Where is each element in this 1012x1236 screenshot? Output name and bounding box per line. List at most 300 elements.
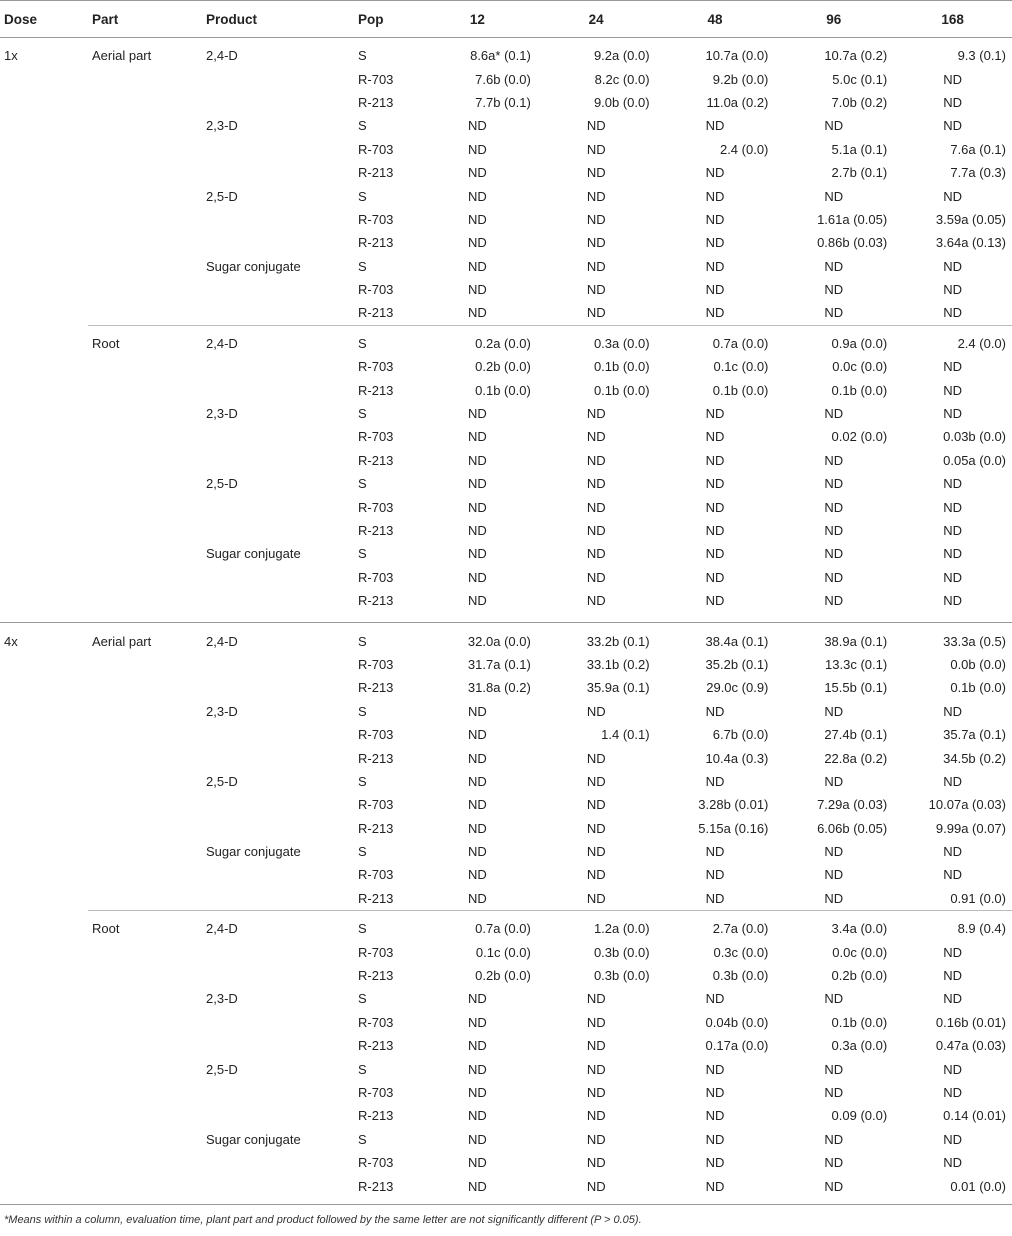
- cell-pop: R-703: [358, 71, 394, 87]
- cell-time-48: 2.7a (0.0): [656, 911, 775, 941]
- cell-dose: 4x: [0, 623, 88, 653]
- cell-product: [202, 519, 354, 542]
- cell-time-24: ND: [586, 703, 606, 719]
- spacer-cell: [354, 612, 418, 623]
- cell-time-48: ND: [705, 1108, 725, 1124]
- cell-product: [202, 355, 354, 378]
- cell-time-96: ND: [824, 1084, 844, 1100]
- cell-time-96: ND: [824, 569, 844, 585]
- cell-product: 2,3-D: [206, 118, 238, 134]
- cell-dose: [0, 1151, 88, 1174]
- cell-time-168: 34.5b (0.2): [943, 750, 1006, 766]
- cell-time-24: ND: [586, 235, 606, 251]
- cell-dose: [0, 519, 88, 542]
- cell-time-48: 0.17a (0.0): [705, 1038, 769, 1054]
- cell-time-24: ND: [586, 118, 606, 134]
- table-row: [0, 1081, 1012, 1104]
- spacer-cell: [537, 612, 656, 623]
- cell-time-96: ND: [824, 546, 844, 562]
- cell-time-12: ND: [468, 406, 487, 422]
- cell-product: [202, 449, 354, 472]
- cell-time-48: 0.7a (0.0): [656, 325, 775, 355]
- cell-time-24: ND: [586, 773, 606, 789]
- table-row: [0, 817, 1012, 840]
- cell-time-96: ND: [824, 1131, 844, 1147]
- cell-time-168: 3.64a (0.13): [935, 235, 1006, 251]
- cell-time-12: 32.0a (0.0): [418, 623, 537, 653]
- cell-part: [88, 840, 202, 863]
- cell-time-24: 0.3b (0.0): [593, 968, 650, 984]
- cell-dose: [0, 770, 88, 793]
- cell-product: [202, 378, 354, 401]
- cell-part: [88, 301, 202, 325]
- cell-time-12: ND: [468, 569, 487, 585]
- cell-time-12: ND: [468, 188, 487, 204]
- cell-time-168: ND: [943, 569, 962, 585]
- cell-product: 2,5-D: [206, 188, 238, 204]
- cell-dose: [0, 355, 88, 378]
- cell-time-24: ND: [586, 452, 606, 468]
- cell-time-24: ND: [586, 1155, 606, 1171]
- cell-part: [88, 589, 202, 612]
- table-row: [0, 589, 1012, 612]
- table-row: [0, 1128, 1012, 1151]
- cell-time-24: ND: [586, 867, 606, 883]
- cell-product: [202, 231, 354, 254]
- cell-time-96: ND: [824, 890, 844, 906]
- cell-pop: S: [354, 325, 418, 355]
- cell-time-24: ND: [586, 546, 606, 562]
- table-row: [0, 472, 1012, 495]
- cell-product: [202, 964, 354, 987]
- cell-time-12: ND: [468, 797, 487, 813]
- cell-time-168: 0.16b (0.01): [935, 1014, 1006, 1030]
- cell-time-168: 3.59a (0.05): [935, 211, 1006, 227]
- header-row: [0, 1, 1012, 38]
- cell-time-48: ND: [705, 499, 725, 515]
- header-cell-time-96: 96: [774, 1, 893, 38]
- header-cell-pop: Pop: [354, 1, 418, 38]
- cell-part: [88, 676, 202, 699]
- cell-time-96: ND: [824, 773, 844, 789]
- cell-time-24: 0.3b (0.0): [593, 944, 650, 960]
- cell-part: [88, 987, 202, 1010]
- cell-time-96: 5.1a (0.1): [831, 141, 888, 157]
- cell-time-96: 0.0c (0.0): [832, 944, 888, 960]
- cell-part: [88, 495, 202, 518]
- cell-pop: S: [358, 188, 367, 204]
- cell-part: [88, 1128, 202, 1151]
- cell-pop: R-703: [358, 1014, 394, 1030]
- cell-product: [202, 425, 354, 448]
- cell-time-96: ND: [824, 188, 844, 204]
- cell-time-168: ND: [943, 359, 962, 375]
- cell-time-168: ND: [943, 593, 962, 609]
- cell-time-96: ND: [824, 844, 844, 860]
- cell-dose: [0, 940, 88, 963]
- cell-dose: [0, 495, 88, 518]
- cell-time-24: ND: [586, 141, 606, 157]
- cell-time-12: ND: [468, 890, 487, 906]
- cell-pop: S: [354, 911, 418, 941]
- cell-product: [202, 301, 354, 325]
- cell-time-96: ND: [774, 1174, 893, 1204]
- cell-part: [88, 770, 202, 793]
- cell-pop: R-703: [358, 359, 394, 375]
- cell-time-24: ND: [586, 523, 606, 538]
- cell-time-168: ND: [943, 944, 962, 960]
- cell-time-12: ND: [468, 593, 487, 609]
- cell-part: [88, 184, 202, 207]
- cell-dose: [0, 402, 88, 425]
- cell-time-48: ND: [705, 476, 725, 492]
- cell-product: [202, 887, 354, 911]
- cell-product: [202, 91, 354, 114]
- cell-pop: R-213: [358, 305, 394, 321]
- cell-time-48: 0.3b (0.0): [712, 968, 769, 984]
- cell-product: [202, 1104, 354, 1127]
- cell-time-24: ND: [586, 890, 606, 906]
- cell-time-168: ND: [943, 1084, 962, 1100]
- cell-pop: S: [358, 844, 367, 860]
- cell-time-12: 0.2b (0.0): [475, 968, 531, 984]
- header-cell-time-48: 48: [656, 1, 775, 38]
- cell-time-12: ND: [468, 118, 487, 134]
- cell-time-48: ND: [705, 118, 725, 134]
- cell-dose: [0, 676, 88, 699]
- cell-product: 2,3-D: [206, 703, 238, 719]
- cell-pop: S: [354, 623, 418, 653]
- cell-time-12: ND: [468, 773, 487, 789]
- cell-time-96: 1.61a (0.05): [817, 211, 888, 227]
- cell-pop: S: [358, 991, 367, 1007]
- cell-pop: R-213: [354, 1174, 418, 1204]
- cell-product: [202, 723, 354, 746]
- cell-time-96: ND: [824, 991, 844, 1007]
- cell-time-48: 3.28b (0.01): [698, 797, 769, 813]
- table-row: [0, 1104, 1012, 1127]
- cell-part: [88, 425, 202, 448]
- cell-time-48: 10.7a (0.0): [656, 38, 775, 68]
- cell-time-96: ND: [824, 282, 844, 298]
- cell-time-96: ND: [824, 452, 844, 468]
- cell-product: [202, 793, 354, 816]
- table-row: [0, 911, 1012, 941]
- spacer-cell: [0, 612, 88, 623]
- cell-time-48: ND: [705, 1061, 725, 1077]
- cell-part: [88, 519, 202, 542]
- cell-time-48: 11.0a (0.2): [706, 94, 769, 110]
- cell-product: [202, 863, 354, 886]
- cell-time-48: 0.1c (0.0): [713, 359, 769, 375]
- cell-pop: R-703: [358, 656, 394, 672]
- cell-dose: [0, 746, 88, 769]
- cell-part: [88, 1057, 202, 1080]
- cell-time-96: 7.29a (0.03): [817, 797, 888, 813]
- cell-product: 2,5-D: [206, 476, 238, 492]
- cell-product: [202, 566, 354, 589]
- cell-pop: S: [358, 773, 367, 789]
- cell-part: [88, 355, 202, 378]
- header-cell-time-12: 12: [418, 1, 537, 38]
- cell-time-24: 9.2a (0.0): [537, 38, 656, 68]
- cell-dose: [0, 1034, 88, 1057]
- table-row: [0, 138, 1012, 161]
- cell-dose: [0, 1057, 88, 1080]
- cell-time-96: ND: [824, 593, 844, 609]
- cell-time-12: ND: [468, 867, 487, 883]
- table-row: [0, 1034, 1012, 1057]
- cell-time-24: ND: [586, 797, 606, 813]
- cell-time-168: ND: [943, 773, 962, 789]
- cell-time-48: ND: [705, 523, 725, 538]
- table-row: [0, 355, 1012, 378]
- table-row: [0, 114, 1012, 137]
- cell-product: Sugar conjugate: [206, 1131, 301, 1147]
- cell-time-96: 0.1b (0.0): [831, 1014, 888, 1030]
- cell-time-96: ND: [824, 523, 844, 538]
- table-row: [0, 887, 1012, 911]
- cell-part: [88, 138, 202, 161]
- cell-pop: R-703: [358, 727, 394, 743]
- cell-time-12: ND: [468, 165, 487, 181]
- cell-time-168: ND: [943, 1131, 962, 1147]
- cell-time-168: 2.4 (0.0): [893, 325, 1012, 355]
- cell-time-12: ND: [468, 452, 487, 468]
- cell-dose: [0, 161, 88, 184]
- cell-dose: [0, 542, 88, 565]
- cell-time-168: 9.99a (0.07): [935, 820, 1006, 836]
- cell-part: Aerial part: [88, 38, 202, 68]
- cell-time-168: ND: [943, 94, 962, 110]
- cell-time-96: 0.9a (0.0): [774, 325, 893, 355]
- header-cell-part: Part: [88, 1, 202, 38]
- cell-pop: R-213: [358, 165, 394, 181]
- cell-time-48: 0.1b (0.0): [712, 382, 769, 398]
- cell-time-24: ND: [586, 820, 606, 836]
- cell-part: Root: [88, 325, 202, 355]
- cell-time-12: 8.6a* (0.1): [418, 38, 537, 68]
- cell-time-24: 35.9a (0.1): [586, 680, 650, 696]
- table-row: [0, 67, 1012, 90]
- cell-time-48: ND: [705, 452, 725, 468]
- cell-product: 2,5-D: [206, 773, 238, 789]
- cell-pop: R-703: [358, 944, 394, 960]
- cell-time-24: ND: [586, 499, 606, 515]
- cell-part: [88, 700, 202, 723]
- cell-time-96: 5.0c (0.1): [832, 71, 888, 87]
- cell-time-24: ND: [537, 1174, 656, 1204]
- cell-pop: R-213: [358, 593, 394, 609]
- cell-time-96: 0.2b (0.0): [831, 968, 888, 984]
- header-cell-product: Product: [202, 1, 354, 38]
- table-row: [0, 208, 1012, 231]
- cell-part: [88, 231, 202, 254]
- cell-time-96: 7.0b (0.2): [831, 94, 888, 110]
- cell-dose: [0, 231, 88, 254]
- cell-pop: R-213: [358, 1038, 394, 1054]
- cell-time-168: ND: [943, 118, 962, 134]
- table-row: [0, 184, 1012, 207]
- cell-part: [88, 746, 202, 769]
- cell-time-168: 9.3 (0.1): [893, 38, 1012, 68]
- spacer-cell: [774, 612, 893, 623]
- cell-time-168: 7.6a (0.1): [950, 141, 1006, 157]
- cell-time-12: 31.8a (0.2): [467, 680, 531, 696]
- cell-time-168: ND: [943, 305, 962, 321]
- cell-time-12: ND: [468, 429, 487, 445]
- cell-part: [88, 723, 202, 746]
- cell-dose: [0, 723, 88, 746]
- cell-time-48: ND: [705, 703, 725, 719]
- cell-dose: [0, 325, 88, 355]
- cell-product: [202, 208, 354, 231]
- cell-part: [88, 566, 202, 589]
- spacer-cell: [418, 612, 537, 623]
- cell-time-96: 38.9a (0.1): [774, 623, 893, 653]
- cell-time-24: ND: [586, 282, 606, 298]
- cell-time-48: ND: [705, 305, 725, 321]
- cell-time-96: 27.4b (0.1): [824, 727, 888, 743]
- cell-pop: S: [358, 546, 367, 562]
- cell-part: [88, 964, 202, 987]
- cell-time-48: ND: [705, 235, 725, 251]
- cell-time-168: ND: [943, 867, 962, 883]
- table-row: [0, 940, 1012, 963]
- cell-dose: [0, 987, 88, 1010]
- cell-pop: R-213: [358, 750, 394, 766]
- cell-pop: R-703: [358, 211, 394, 227]
- cell-time-12: ND: [468, 305, 487, 321]
- cell-time-24: ND: [586, 211, 606, 227]
- table-row: [0, 255, 1012, 278]
- cell-time-96: 15.5b (0.1): [824, 680, 888, 696]
- cell-time-12: ND: [468, 750, 487, 766]
- table-row: [0, 623, 1012, 653]
- cell-time-24: ND: [586, 1014, 606, 1030]
- cell-time-24: 0.1b (0.0): [593, 382, 650, 398]
- cell-time-24: ND: [586, 406, 606, 422]
- table-row: [0, 402, 1012, 425]
- cell-pop: R-703: [358, 867, 394, 883]
- cell-product: [202, 161, 354, 184]
- cell-time-12: ND: [468, 258, 487, 274]
- cell-dose: [0, 887, 88, 911]
- cell-time-12: ND: [468, 282, 487, 298]
- cell-time-96: 0.1b (0.0): [831, 382, 888, 398]
- cell-time-96: ND: [824, 1155, 844, 1171]
- cell-time-96: 2.7b (0.1): [831, 165, 888, 181]
- cell-time-48: ND: [705, 991, 725, 1007]
- cell-dose: [0, 1104, 88, 1127]
- cell-time-48: ND: [705, 593, 725, 609]
- cell-product: [202, 495, 354, 518]
- cell-product: 2,3-D: [206, 991, 238, 1007]
- table-row: [0, 723, 1012, 746]
- cell-time-12: ND: [468, 1108, 487, 1124]
- table-row: [0, 542, 1012, 565]
- cell-part: [88, 1011, 202, 1034]
- cell-dose: [0, 840, 88, 863]
- cell-time-12: ND: [468, 1014, 487, 1030]
- cell-pop: R-213: [358, 523, 394, 538]
- cell-dose: [0, 91, 88, 114]
- cell-part: Root: [88, 911, 202, 941]
- cell-dose: [0, 278, 88, 301]
- table-row: [0, 425, 1012, 448]
- cell-time-168: ND: [943, 476, 962, 492]
- cell-time-12: ND: [468, 844, 487, 860]
- cell-time-24: ND: [586, 1061, 606, 1077]
- cell-time-24: 8.2c (0.0): [594, 71, 650, 87]
- cell-part: [88, 1081, 202, 1104]
- table-row: [0, 566, 1012, 589]
- cell-part: [88, 817, 202, 840]
- cell-time-24: 0.3a (0.0): [537, 325, 656, 355]
- cell-part: [88, 161, 202, 184]
- cell-time-12: ND: [468, 546, 487, 562]
- cell-time-12: ND: [468, 499, 487, 515]
- header-cell-time-24: 24: [537, 1, 656, 38]
- cell-pop: R-703: [358, 141, 394, 157]
- cell-time-96: 0.02 (0.0): [831, 429, 888, 445]
- cell-time-12: ND: [468, 727, 487, 743]
- cell-time-24: ND: [586, 429, 606, 445]
- cell-time-48: ND: [705, 165, 725, 181]
- cell-time-48: 5.15a (0.16): [698, 820, 769, 836]
- cell-part: [88, 255, 202, 278]
- cell-pop: R-703: [358, 282, 394, 298]
- cell-time-24: ND: [586, 165, 606, 181]
- cell-part: [88, 887, 202, 911]
- cell-time-24: 33.1b (0.2): [586, 656, 650, 672]
- cell-product: [202, 589, 354, 612]
- spacer-cell: [88, 612, 202, 623]
- cell-time-168: ND: [943, 499, 962, 515]
- cell-pop: S: [354, 38, 418, 68]
- cell-time-48: 0.04b (0.0): [705, 1014, 769, 1030]
- cell-time-12: 0.2a (0.0): [418, 325, 537, 355]
- cell-time-168: ND: [943, 968, 962, 984]
- cell-time-96: ND: [824, 867, 844, 883]
- cell-time-96: 0.0c (0.0): [832, 359, 888, 375]
- table-body: [0, 38, 1012, 1205]
- cell-time-96: ND: [824, 1061, 844, 1077]
- cell-time-24: 0.1b (0.0): [593, 359, 650, 375]
- cell-time-96: 0.3a (0.0): [831, 1038, 888, 1054]
- cell-time-168: ND: [943, 703, 962, 719]
- cell-time-48: ND: [705, 773, 725, 789]
- cell-part: [88, 449, 202, 472]
- cell-time-48: ND: [705, 867, 725, 883]
- cell-time-96: ND: [824, 703, 844, 719]
- cell-time-48: ND: [705, 1131, 725, 1147]
- cell-time-12: ND: [468, 1084, 487, 1100]
- cell-time-96: 10.7a (0.2): [774, 38, 893, 68]
- cell-time-168: 0.14 (0.01): [943, 1108, 1006, 1124]
- cell-part: Aerial part: [88, 623, 202, 653]
- cell-time-96: ND: [824, 476, 844, 492]
- cell-time-12: ND: [418, 1174, 537, 1204]
- table-row: [0, 770, 1012, 793]
- cell-product: [202, 1174, 354, 1204]
- cell-time-24: ND: [586, 188, 606, 204]
- cell-time-12: ND: [468, 1061, 487, 1077]
- table-row: [0, 700, 1012, 723]
- table-row: [0, 1057, 1012, 1080]
- table-row: [0, 987, 1012, 1010]
- cell-product: [202, 653, 354, 676]
